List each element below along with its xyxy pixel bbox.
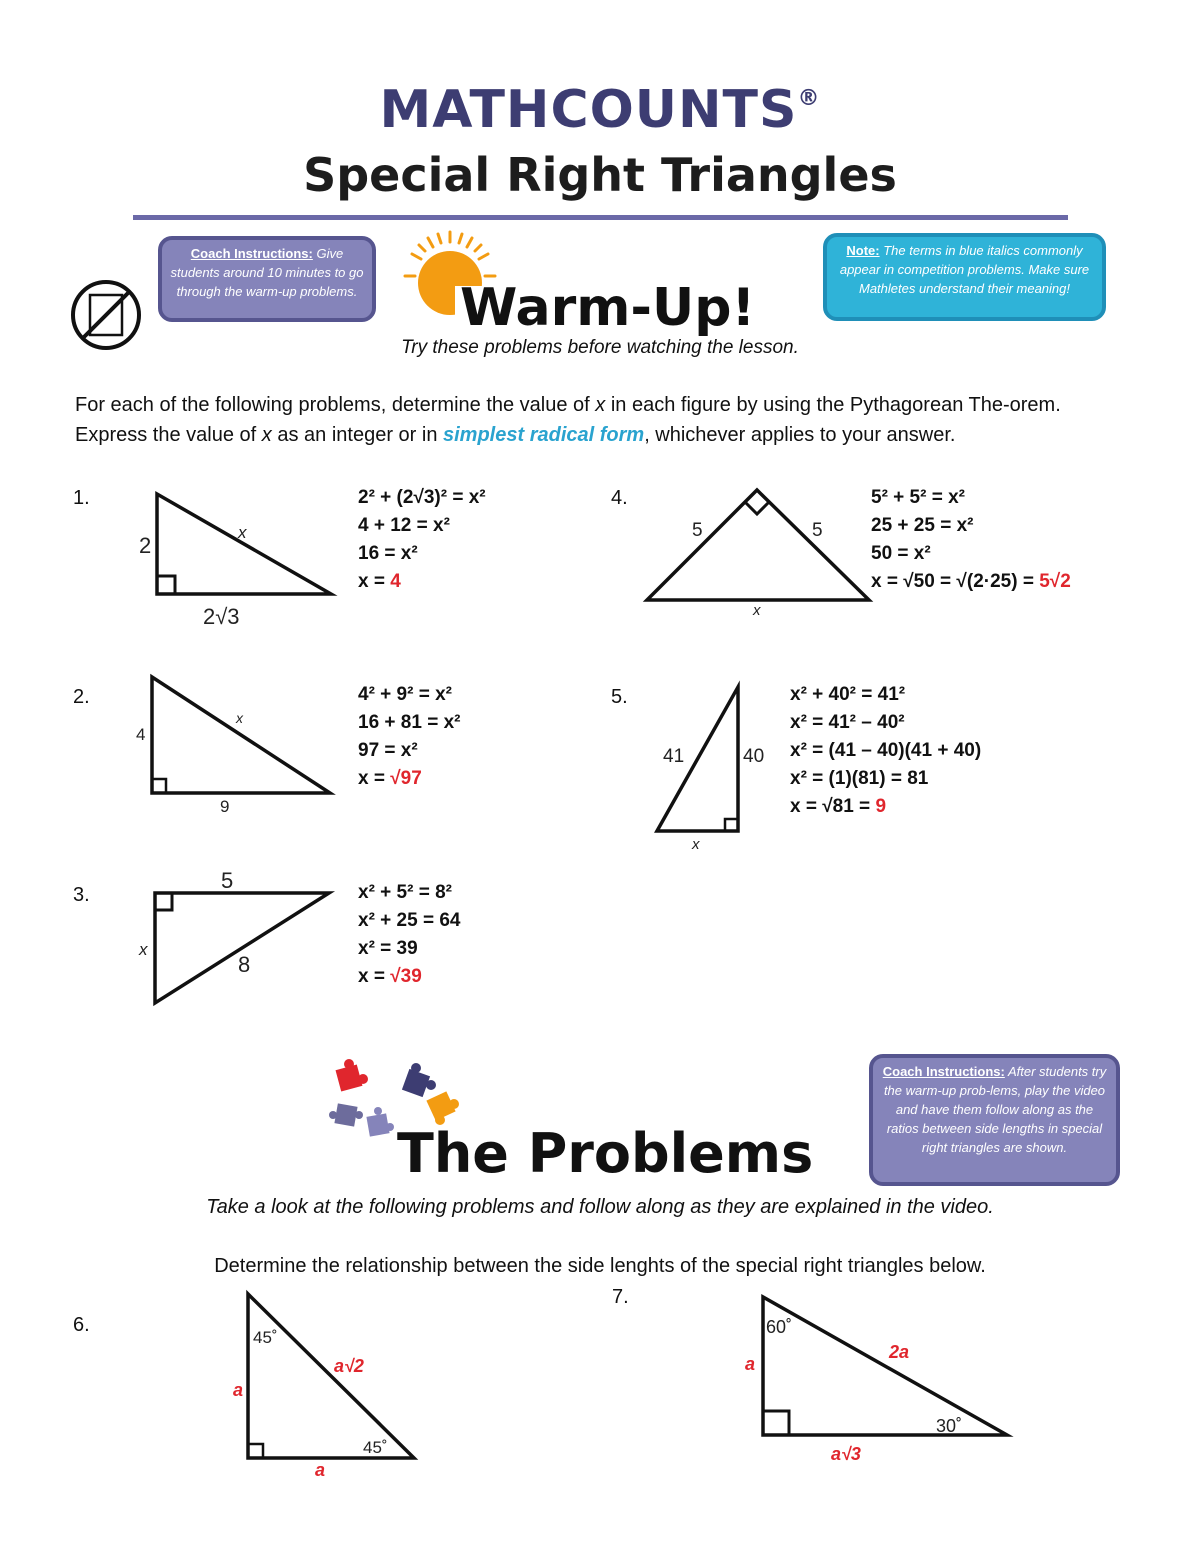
- angle-label: 30˚: [936, 1416, 963, 1436]
- triangle-figure: [150, 675, 332, 797]
- side-label: 5: [221, 868, 234, 893]
- side-label: a√3: [831, 1444, 861, 1464]
- warmup-subheading: Try these problems before watching the lesson.: [401, 337, 799, 358]
- side-label: 40: [743, 746, 765, 767]
- triangle-figure: [155, 492, 335, 596]
- angle-label: 45˚: [363, 1438, 388, 1457]
- coach-instructions-box: Coach Instructions: Give students around 10 minutes to go through the warm-up problems.: [158, 236, 376, 322]
- answer: 4: [390, 571, 401, 592]
- solution-steps: 4² + 9² = x² 16 + 81 = x² 97 = x² x = √97: [358, 684, 461, 789]
- side-label: x: [238, 523, 247, 542]
- side-label: 8: [238, 952, 251, 977]
- problems-heading: The Problems: [397, 1122, 814, 1185]
- problem-number: 1.: [73, 487, 90, 509]
- solution-steps: x² + 5² = 8² x² + 25 = 64 x² = 39 x = √39: [358, 882, 461, 987]
- note-box: Note: The terms in blue italics commonly appear in competition problems. Make sure Mathletes understand their meaning!: [823, 233, 1106, 321]
- answer: 5√2: [1039, 571, 1071, 592]
- side-label: x: [236, 710, 243, 726]
- triangle-figure: [153, 891, 333, 1005]
- warmup-instructions: For each of the following problems, determine the value of x in each figure by using the Pythagorean The-orem. Express the value of x as an integer or in simplest radical form, whichever applies to your answer.: [75, 394, 1061, 446]
- side-label: 5: [812, 520, 823, 541]
- angle-label: 45˚: [253, 1328, 278, 1347]
- problems-subheading: Take a look at the following problems and follow along as they are explained in the video.: [206, 1196, 994, 1218]
- triangle-figure: [761, 1295, 1011, 1439]
- side-label: 2: [139, 533, 152, 558]
- answer: √39: [390, 966, 422, 987]
- side-label: a: [315, 1460, 326, 1480]
- problem-number: 5.: [611, 686, 628, 708]
- problem-number: 6.: [73, 1314, 90, 1336]
- term-simplest-radical-form: simplest radical form: [443, 424, 645, 446]
- side-label: a: [745, 1354, 756, 1374]
- angle-label: 60˚: [766, 1317, 793, 1337]
- solution-steps: 2² + (2√3)² = x² 4 + 12 = x² 16 = x² x = 4: [358, 487, 486, 592]
- side-label: 4: [136, 725, 146, 744]
- warmup-heading: Warm-Up!: [460, 278, 756, 338]
- side-label: x: [139, 940, 148, 959]
- problem-number: 4.: [611, 487, 628, 509]
- problem-number: 2.: [73, 686, 90, 708]
- problems-prompt: Determine the relationship between the side lenghts of the special right triangles below.: [214, 1255, 986, 1277]
- header-divider: [133, 215, 1068, 220]
- problem-number: 3.: [73, 884, 90, 906]
- side-label: a√2: [334, 1356, 364, 1376]
- coach-instructions-box: Coach Instructions: After students try the warm-up prob-lems, play the video and have them follow along as the ratios between side lengths in special right triangles are shown.: [869, 1054, 1120, 1186]
- side-label: 2a: [889, 1342, 910, 1362]
- side-label: x: [753, 602, 761, 619]
- problem-number: 7.: [612, 1286, 629, 1308]
- triangle-figure: [246, 1292, 418, 1462]
- mathcounts-logo: MATHCOUNTS®: [379, 80, 821, 140]
- page-title: Special Right Triangles: [303, 148, 897, 202]
- side-label: a: [233, 1380, 244, 1400]
- side-label: 41: [663, 746, 685, 767]
- side-label: x: [692, 836, 700, 853]
- side-label: 5: [692, 520, 703, 541]
- triangle-figure: [644, 488, 872, 604]
- side-label: 9: [220, 797, 230, 816]
- solution-steps: x² + 40² = 41² x² = 41² – 40² x² = (41 – 40)(41 + 40) x² = (1)(81) = 81 x = √81 = 9: [790, 684, 982, 817]
- side-label: 2√3: [203, 604, 240, 629]
- answer: 9: [875, 796, 887, 817]
- solution-steps: 5² + 5² = x² 25 + 25 = x² 50 = x² x = √50 = √(2·25) = 5√2: [871, 487, 1071, 592]
- answer: √97: [390, 768, 422, 789]
